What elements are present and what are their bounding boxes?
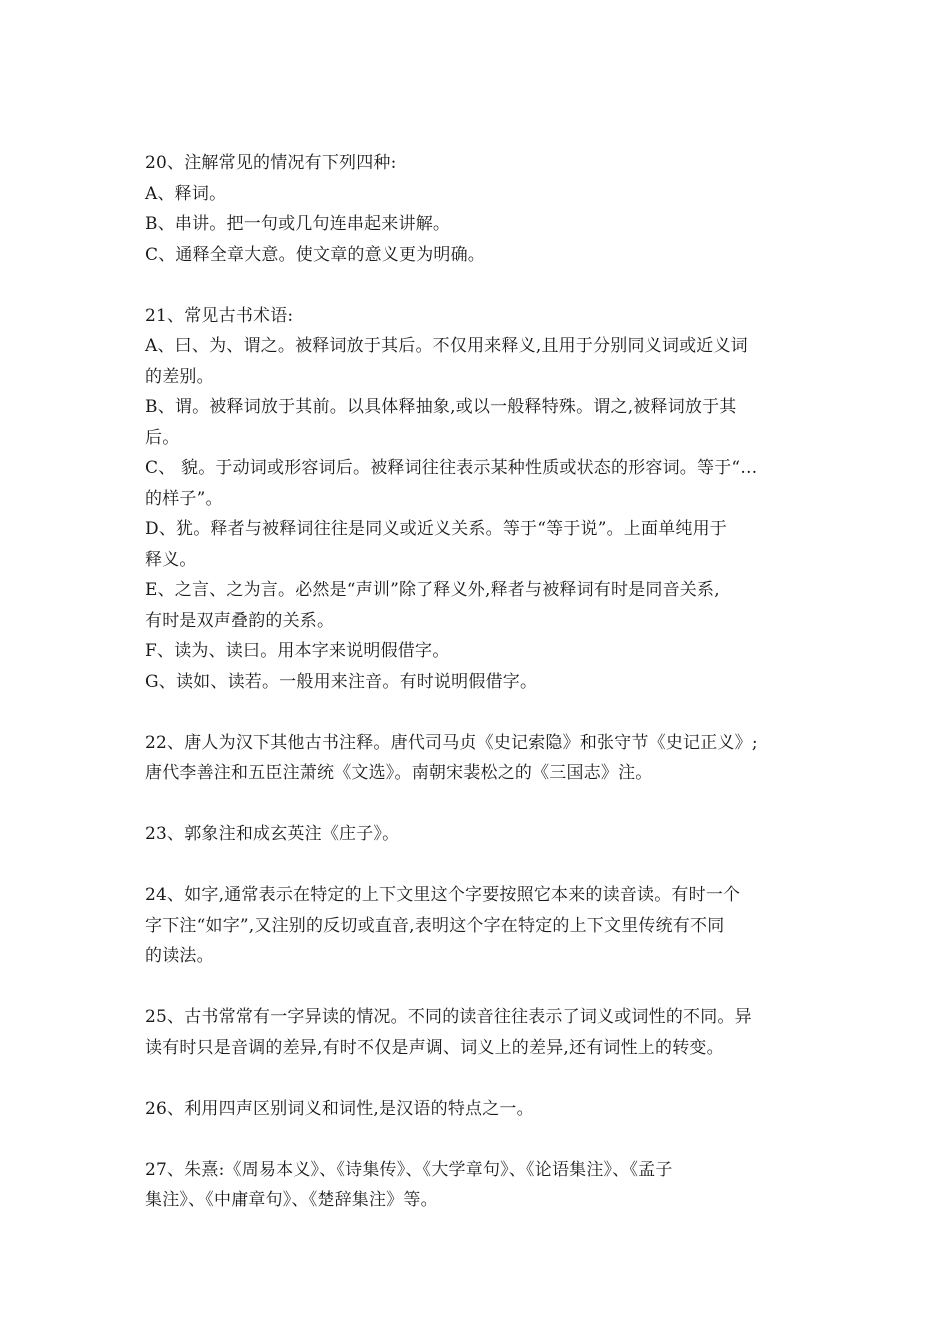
text-line: 读有时只是音调的差异,有时不仅是声调、词义上的差异,还有词性上的转变。 bbox=[145, 1037, 724, 1058]
item-24 bbox=[145, 880, 815, 972]
text-line: 的样子”。 bbox=[145, 488, 223, 509]
text-line: 的读法。 bbox=[145, 946, 214, 966]
text-line: 22、唐人为汉下其他古书注释。唐代司马贞《史记索隐》和张守节《史记正义》; bbox=[145, 732, 758, 753]
text-line: 唐代李善注和五臣注萧统《文选》。南朝宋裴松之的《三国志》注。 bbox=[145, 763, 653, 783]
paragraph-gap bbox=[145, 850, 815, 881]
text-line: 后。 bbox=[145, 427, 180, 448]
text-line: 20、注解常见的情况有下列四种: bbox=[145, 153, 397, 173]
text-line: 字下注“如字”,又注别的反切或直音,表明这个字在特定的上下文里传统有不同 bbox=[145, 915, 725, 936]
text-line: C、 貌。于动词或形容词后。被释词往往表示某种性质或状态的形容词。等于“… bbox=[145, 458, 758, 478]
item-22 bbox=[145, 728, 815, 789]
text-line: 26、利用四声区别词义和词性,是汉语的特点之一。 bbox=[145, 1098, 534, 1119]
paragraph-gap bbox=[145, 972, 815, 1003]
text-line: F、读为、读曰。用本字来说明假借字。 bbox=[145, 641, 450, 661]
document-body bbox=[145, 148, 815, 1216]
paragraph-gap bbox=[145, 789, 815, 820]
text-line: 24、如字,通常表示在特定的上下文里这个字要按照它本来的读音读。有时一个 bbox=[145, 885, 741, 905]
item-23 bbox=[145, 819, 815, 850]
item-25 bbox=[145, 1002, 815, 1063]
text-line: 释义。 bbox=[145, 549, 197, 570]
text-line: B、谓。被释词放于其前。以具体释抽象,或以一般释特殊。谓之,被释词放于其 bbox=[145, 397, 737, 417]
item-27 bbox=[145, 1155, 815, 1216]
paragraph-gap bbox=[145, 270, 815, 301]
text-line: A、曰、为、谓之。被释词放于其后。不仅用来释义,且用于分别同义词或近义词 bbox=[145, 336, 748, 356]
text-line: D、犹。释者与被释词往往是同义或近义关系。等于“等于说”。上面单纯用于 bbox=[145, 519, 728, 539]
text-line: 集注》、《中庸章句》、《楚辞集注》等。 bbox=[145, 1190, 438, 1210]
item-21 bbox=[145, 301, 815, 698]
text-line: A、释词。 bbox=[145, 183, 227, 204]
text-line: E、之言、之为言。必然是“声训”除了释义外,释者与被释词有时是同音关系, bbox=[145, 580, 720, 600]
paragraph-gap bbox=[145, 697, 815, 728]
text-line: 25、古书常常有一字异读的情况。不同的读音往往表示了词义或词性的不同。异 bbox=[145, 1007, 752, 1027]
text-line: 21、常见古书术语: bbox=[145, 305, 294, 326]
text-line: 的差别。 bbox=[145, 366, 214, 387]
item-20 bbox=[145, 148, 815, 270]
text-line: 23、郭象注和成玄英注《庄子》。 bbox=[145, 824, 400, 844]
paragraph-gap bbox=[145, 1124, 815, 1155]
item-26 bbox=[145, 1094, 815, 1125]
text-line: B、串讲。把一句或几句连串起来讲解。 bbox=[145, 214, 451, 234]
paragraph-gap bbox=[145, 1063, 815, 1094]
text-line: G、读如、读若。一般用来注音。有时说明假借字。 bbox=[145, 671, 538, 692]
text-line: C、通释全章大意。使文章的意义更为明确。 bbox=[145, 244, 486, 265]
text-line: 27、朱熹:《周易本义》、《诗集传》、《大学章句》、《论语集注》、《孟子 bbox=[145, 1159, 673, 1180]
text-line: 有时是双声叠韵的关系。 bbox=[145, 610, 335, 631]
